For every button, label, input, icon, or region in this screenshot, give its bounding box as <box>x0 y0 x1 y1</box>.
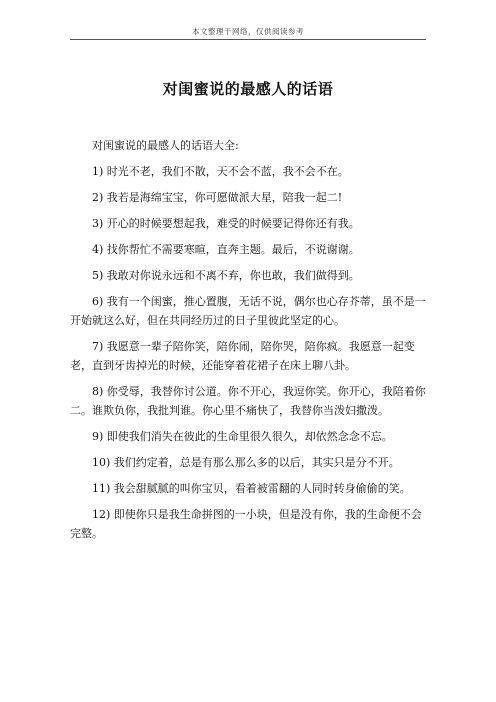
list-item: 3) 开心的时候要想起我，难受的时候要记得你还有我。 <box>92 217 360 230</box>
document-title: 对闺蜜说的最感人的话语 <box>162 80 334 98</box>
list-item: 6) 我有一个闺蜜，推心置腹，无话不说，偶尔也心存芥蒂，虽不是一开始就这么好，但在共同经历过的日子里彼此坚定的心。 <box>70 295 426 327</box>
list-item: 9) 即使我们消失在彼此的生命里很久很久，却依然念念不忘。 <box>92 430 393 443</box>
document-body <box>70 136 430 550</box>
intro-paragraph: 对闺蜜说的最感人的话语大全: <box>92 139 239 152</box>
list-item: 11) 我会甜腻腻的叫你宝贝，看着被雷翻的人同时转身偷偷的笑。 <box>92 482 411 495</box>
list-item: 7) 我愿意一辈子陪你笑，陪你闹，陪你哭，陪你疯。我愿意一起变老，直到牙齿掉光的时候，还能穿着花裙子在床上聊八卦。 <box>70 340 415 372</box>
header-divider <box>70 39 426 40</box>
list-item: 4) 找你帮忙不需要寒暄，直奔主题。最后，不说谢谢。 <box>92 243 360 256</box>
list-item: 5) 我敢对你说永远和不离不弃，你也敢，我们做得到。 <box>92 269 360 282</box>
list-item: 10) 我们约定着，总是有那么那么多的以后，其实只是分不开。 <box>92 456 400 469</box>
list-item: 2) 我若是海绵宝宝，你可愿做派大星，陪我一起二! <box>92 191 343 204</box>
list-item: 1) 时光不老，我们不散，天不会不蓝，我不会不在。 <box>92 165 349 178</box>
list-item: 12) 即使你只是我生命拼图的一小块，但是没有你，我的生命便不会完整。 <box>70 508 422 540</box>
header-note: 本文整理于网络，仅供阅读参考 <box>192 27 304 36</box>
list-item: 8) 你受辱，我替你讨公道。你不开心，我逗你笑。你开心，我陪着你二。谁欺负你，我批判谁。你心里不痛快了，我替你当泼妇撒泼。 <box>70 385 426 417</box>
